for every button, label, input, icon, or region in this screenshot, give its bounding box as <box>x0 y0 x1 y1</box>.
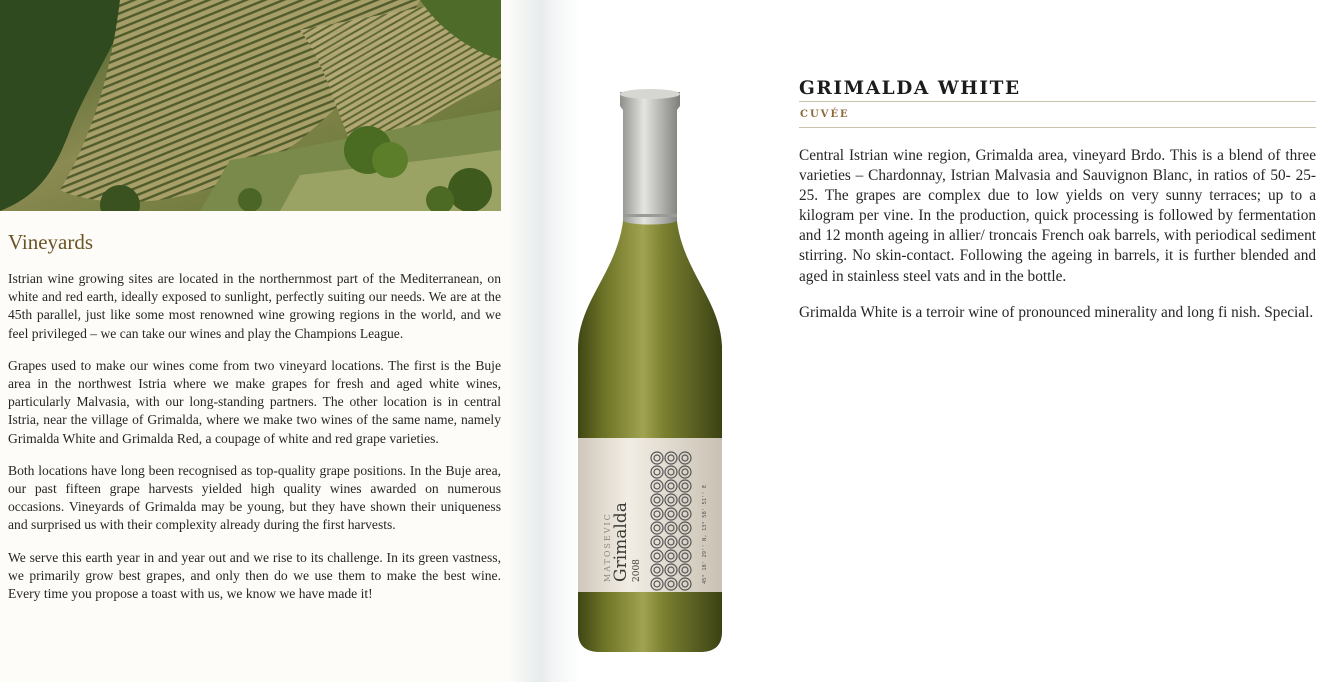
paragraph: Both locations have long been recognised as top-quality grape positions. In the Buje area, our past fifteen grape harvests yielded high quality wines awarded on numerous occasions. Vineyards of Grimalda may be young, but they have shown their uniqueness and surprised us with their complexity already during the first harvests. <box>8 462 501 533</box>
paragraph: Central Istrian wine region, Grimalda area, vineyard Brdo. This is a blend of three varieties – Chardonnay, Istrian Malvasia and Sauvignon Blanc, in ratios of 50- 25-25. The grapes are complex due to low yields on very sunny terraces; up to a kilogram per vine. In the production, quick processing is followed by fermentation and 12 month ageing in allier/ troncais French oak barrels, with periodical sediment stirring. No skin-contact. Following the ageing in barrels, it is further blended and aged in stainless steel vats and in the bottle. <box>799 147 1316 285</box>
section-body <box>8 270 501 617</box>
product-title: GRIMALDA WHITE <box>799 78 1021 99</box>
bottle-name: Grimalda <box>611 502 631 582</box>
product-description <box>799 146 1316 339</box>
left-page <box>0 0 510 682</box>
bottle-brand: MATOSEVIC <box>603 512 612 582</box>
wine-bottle-image <box>560 86 750 682</box>
section-title: Vineyards <box>8 230 94 254</box>
bottle-year: 2008 <box>632 559 642 582</box>
vineyard-photo <box>0 0 501 211</box>
product-subtitle: CUVÉE <box>800 109 850 120</box>
paragraph: Istrian wine growing sites are located in the northernmost part of the Mediterranean, on white and red earth, ideally exposed to sunlight, perfectly suiting our needs. We are at the 45th parallel, just like some most renowned wine growing regions in the world, and we feel privileged – we can take our wines and play the Champions League. <box>8 271 501 341</box>
subtitle-divider <box>799 127 1316 128</box>
title-divider <box>799 101 1316 102</box>
bottle-coordinates: 45° 18' 29'' N, 13° 58' 51'' E <box>702 484 708 584</box>
paragraph: Grimalda White is a terroir wine of pronounced minerality and long fi nish. Special. <box>799 303 1314 321</box>
paragraph: Grapes used to make our wines come from two vineyard locations. The first is the Buje area in the northwest Istria where we make grapes for fresh and aged white wines, particularly Malvasia, with our long-standing partners. The other location is in central Istria, near the village of Grimalda, where we make two wines of the same name, namely Grimalda White and Grimalda Red, a coupage of white and red grape varieties. <box>8 357 501 446</box>
paragraph: We serve this earth year in and year out and we rise to its challenge. In its green vastness, we primarily grow best grapes, and only then do we use them to make the best wine. Every time you propose a toast with us, we know we have made it! <box>8 549 501 602</box>
